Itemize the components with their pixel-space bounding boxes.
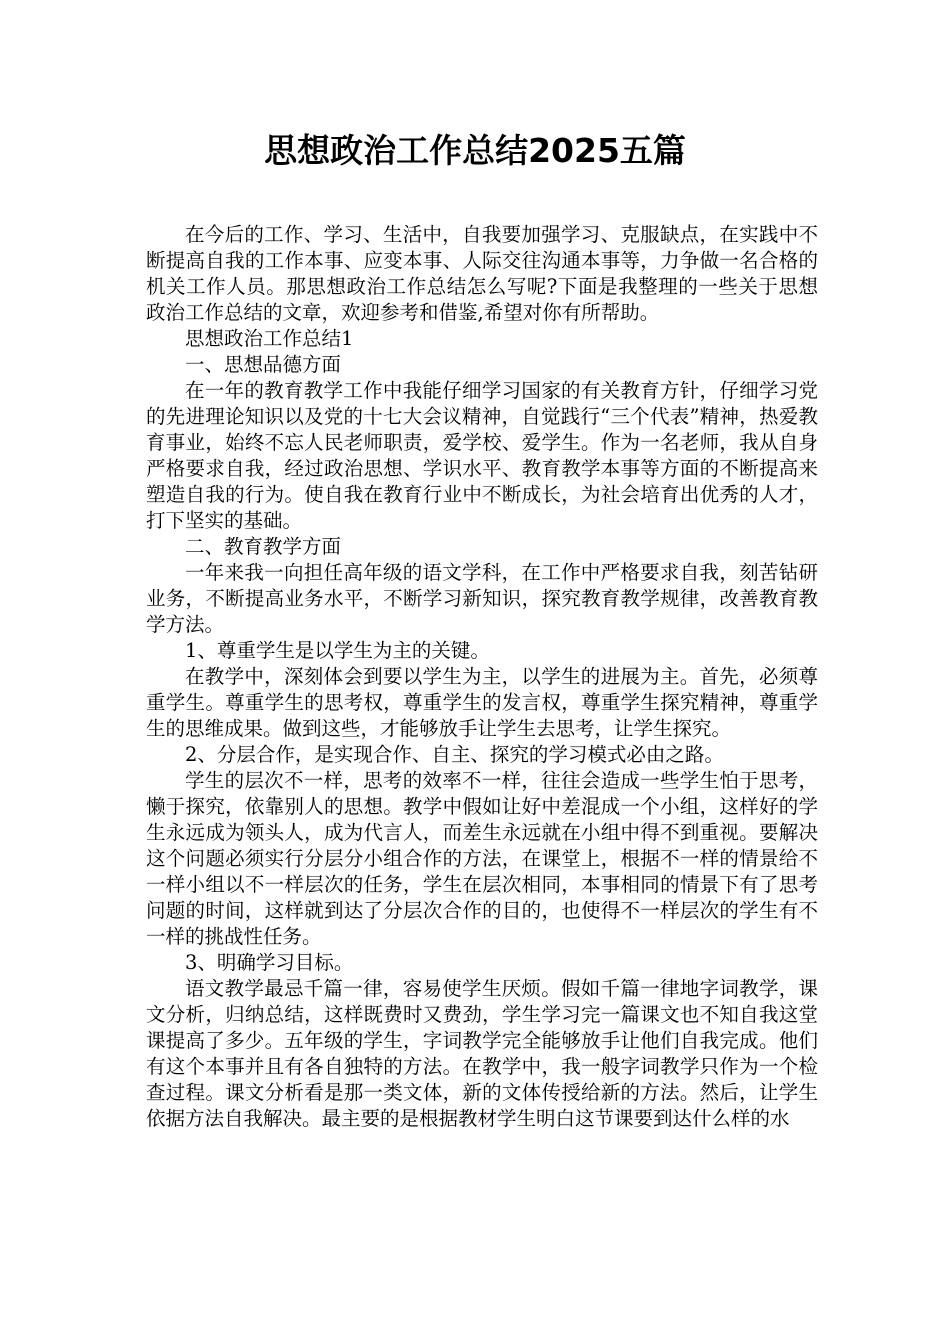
body-paragraph: 语文教学最忌千篇一律，容易使学生厌烦。假如千篇一律地字词教学，课文分析，归纳总结，这样既费时又费劲，学生学习完一篇课文也不知自我这堂课提高了多少。五年级的学生，字词教学完全能够放手让他们自我完成。他们有这个本事并且有各自独特的方法。在教学中，我一般字词教学只作为一个检查过程。课文分析看是那一类文体，新的文体传授给新的方法。然后，让学生依据方法自我解决。最主要的是根据教材学生明白这节课要到达什么样的水 [146, 977, 818, 1130]
subsection-heading: 一、思想品德方面 [185, 353, 342, 376]
body-paragraph: 一年来我一向担任高年级的语文学科，在工作中严格要求自我，刻苦钻研业务，不断提高业务水平，不断学习新知识，探究教育教学规律，改善教育教学方法。 [146, 561, 818, 636]
point-heading: 3、明确学习目标。 [185, 951, 354, 974]
point-heading: 1、尊重学生是以学生为主的关键。 [185, 639, 490, 662]
section-heading: 思想政治工作总结1 [185, 327, 354, 350]
body-paragraph: 在一年的教育教学工作中我能仔细学习国家的有关教育方针，仔细学习党的先进理论知识以及党的十七大会议精神，自觉践行“三个代表”精神，热爱教育事业，始终不忘人民老师职责，爱学校、爱学生。作为一名老师，我从自身严格要求自我，经过政治思想、学识水平、教育教学本事等方面的不断提高来塑造自我的行为。使自我在教育行业中不断成长，为社会培育出优秀的人才，打下坚实的基础。 [146, 379, 818, 532]
subsection-heading: 二、教育教学方面 [185, 535, 342, 558]
document-title: 思想政治工作总结2025五篇 [264, 131, 686, 170]
body-paragraph: 在教学中，深刻体会到要以学生为主，以学生的进展为主。首先，必须尊重学生。尊重学生的思考权，尊重学生的发言权，尊重学生探究精神，尊重学生的思维成果。做到这些，才能够放手让学生去思考，让学生探究。 [146, 665, 818, 740]
intro-paragraph: 在今后的工作、学习、生活中，自我要加强学习、克服缺点，在实践中不断提高自我的工作本事、应变本事、人际交往沟通本事等，力争做一名合格的机关工作人员。那思想政治工作总结怎么写呢?下面是我整理的一些关于思想政治工作总结的文章，欢迎参考和借鉴,希望对你有所帮助。 [146, 223, 818, 324]
document-body [146, 222, 818, 1132]
body-paragraph: 学生的层次不一样，思考的效率不一样，往往会造成一些学生怕于思考，懒于探究，依靠别人的思想。教学中假如让好中差混成一个小组，这样好的学生永远成为领头人，成为代言人，而差生永远就在小组中得不到重视。要解决这个问题必须实行分层分小组合作的方法，在课堂上，根据不一样的情景给不一样小组以不一样层次的任务，学生在层次相同，本事相同的情景下有了思考问题的时间，这样就到达了分层次合作的目的，也使得不一样层次的学生有不一样的挑战性任务。 [146, 769, 818, 948]
point-heading: 2、分层合作，是实现合作、自主、探究的学习模式必由之路。 [185, 743, 724, 766]
